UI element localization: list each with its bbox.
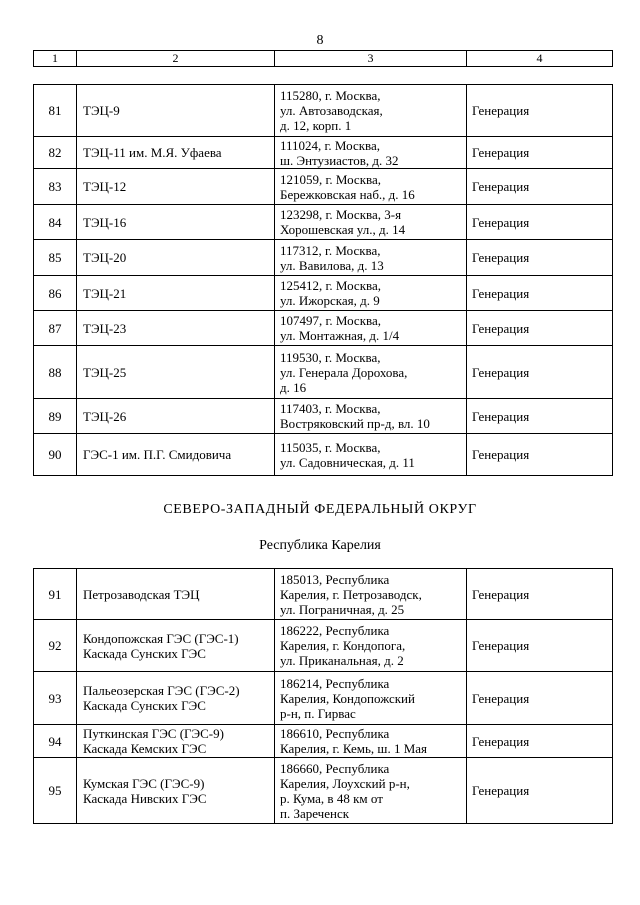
row-number: 82 bbox=[34, 137, 77, 169]
facility-type: Генерация bbox=[467, 620, 613, 672]
facility-address: 186660, Республика Карелия, Лоухский р-н, р. Кума, в 48 км от п. Зареченск bbox=[275, 758, 467, 824]
facility-address: 123298, г. Москва, 3-я Хорошевская ул., д. 14 bbox=[275, 205, 467, 240]
row-number: 90 bbox=[34, 434, 77, 476]
facility-address: 115280, г. Москва, ул. Автозаводская, д. 12, корп. 1 bbox=[275, 85, 467, 137]
table-row bbox=[34, 620, 613, 672]
facility-address: 117312, г. Москва, ул. Вавилова, д. 13 bbox=[275, 240, 467, 276]
row-number: 87 bbox=[34, 311, 77, 346]
moscow-facilities-table bbox=[33, 84, 613, 476]
facility-address: 117403, г. Москва, Востряковский пр-д, вл. 10 bbox=[275, 399, 467, 434]
table-row bbox=[34, 276, 613, 311]
row-number: 91 bbox=[34, 569, 77, 620]
table-row bbox=[34, 137, 613, 169]
row-number: 93 bbox=[34, 672, 77, 725]
facility-name: ТЭЦ-16 bbox=[77, 205, 275, 240]
facility-type: Генерация bbox=[467, 205, 613, 240]
facility-address: 185013, Республика Карелия, г. Петрозаводск, ул. Пограничная, д. 25 bbox=[275, 569, 467, 620]
row-number: 88 bbox=[34, 346, 77, 399]
column-number: 4 bbox=[467, 51, 613, 67]
facility-address: 115035, г. Москва, ул. Садовническая, д. 11 bbox=[275, 434, 467, 476]
facility-type: Генерация bbox=[467, 399, 613, 434]
facility-name: ТЭЦ-12 bbox=[77, 169, 275, 205]
facility-type: Генерация bbox=[467, 569, 613, 620]
table-row bbox=[34, 672, 613, 725]
row-number: 81 bbox=[34, 85, 77, 137]
table-row bbox=[34, 311, 613, 346]
facility-name: ТЭЦ-11 им. М.Я. Уфаева bbox=[77, 137, 275, 169]
facility-name: ГЭС-1 им. П.Г. Смидовича bbox=[77, 434, 275, 476]
karelia-facilities-table bbox=[33, 568, 613, 824]
page-number: 8 bbox=[316, 33, 324, 48]
facility-type: Генерация bbox=[467, 169, 613, 205]
facility-name: Пальеозерская ГЭС (ГЭС-2) Каскада Сунских ГЭС bbox=[77, 672, 275, 725]
facility-name: ТЭЦ-9 bbox=[77, 85, 275, 137]
facility-address: 125412, г. Москва, ул. Ижорская, д. 9 bbox=[275, 276, 467, 311]
section-heading: СЕВЕРО-ЗАПАДНЫЙ ФЕДЕРАЛЬНЫЙ ОКРУГ bbox=[163, 502, 477, 517]
facility-name: Путкинская ГЭС (ГЭС-9) Каскада Кемских ГЭС bbox=[77, 725, 275, 758]
row-number: 92 bbox=[34, 620, 77, 672]
table-row bbox=[34, 569, 613, 620]
column-number: 3 bbox=[275, 51, 467, 67]
column-number-header bbox=[33, 50, 613, 67]
facility-type: Генерация bbox=[467, 672, 613, 725]
row-number: 85 bbox=[34, 240, 77, 276]
row-number: 83 bbox=[34, 169, 77, 205]
table-row bbox=[34, 758, 613, 824]
facility-name: ТЭЦ-23 bbox=[77, 311, 275, 346]
facility-type: Генерация bbox=[467, 346, 613, 399]
table-row bbox=[34, 346, 613, 399]
facility-address: 186222, Республика Карелия, г. Кондопога, ул. Приканальная, д. 2 bbox=[275, 620, 467, 672]
facility-address: 186214, Республика Карелия, Кондопожский р-н, п. Гирвас bbox=[275, 672, 467, 725]
row-number: 95 bbox=[34, 758, 77, 824]
facility-type: Генерация bbox=[467, 137, 613, 169]
table-row bbox=[34, 205, 613, 240]
facility-address: 107497, г. Москва, ул. Монтажная, д. 1/4 bbox=[275, 311, 467, 346]
row-number: 84 bbox=[34, 205, 77, 240]
facility-address: 186610, Республика Карелия, г. Кемь, ш. 1 Мая bbox=[275, 725, 467, 758]
facility-type: Генерация bbox=[467, 758, 613, 824]
table-row bbox=[34, 725, 613, 758]
facility-name: ТЭЦ-21 bbox=[77, 276, 275, 311]
facility-name: ТЭЦ-25 bbox=[77, 346, 275, 399]
facility-address: 121059, г. Москва, Бережковская наб., д. 16 bbox=[275, 169, 467, 205]
facility-type: Генерация bbox=[467, 85, 613, 137]
facility-name: ТЭЦ-20 bbox=[77, 240, 275, 276]
column-number: 2 bbox=[77, 51, 275, 67]
facility-type: Генерация bbox=[467, 725, 613, 758]
facility-type: Генерация bbox=[467, 434, 613, 476]
facility-name: Петрозаводская ТЭЦ bbox=[77, 569, 275, 620]
table-row bbox=[34, 169, 613, 205]
facility-name: ТЭЦ-26 bbox=[77, 399, 275, 434]
facility-address: 111024, г. Москва, ш. Энтузиастов, д. 32 bbox=[275, 137, 467, 169]
table-row bbox=[34, 399, 613, 434]
row-number: 94 bbox=[34, 725, 77, 758]
table-row bbox=[34, 434, 613, 476]
facility-type: Генерация bbox=[467, 240, 613, 276]
row-number: 89 bbox=[34, 399, 77, 434]
row-number: 86 bbox=[34, 276, 77, 311]
facility-address: 119530, г. Москва, ул. Генерала Дорохова, д. 16 bbox=[275, 346, 467, 399]
facility-type: Генерация bbox=[467, 311, 613, 346]
facility-type: Генерация bbox=[467, 276, 613, 311]
table-row bbox=[34, 240, 613, 276]
table-row bbox=[34, 85, 613, 137]
subsection-heading: Республика Карелия bbox=[259, 538, 381, 553]
facility-name: Кумская ГЭС (ГЭС-9) Каскада Нивских ГЭС bbox=[77, 758, 275, 824]
facility-name: Кондопожская ГЭС (ГЭС-1) Каскада Сунских ГЭС bbox=[77, 620, 275, 672]
column-number: 1 bbox=[34, 51, 77, 67]
